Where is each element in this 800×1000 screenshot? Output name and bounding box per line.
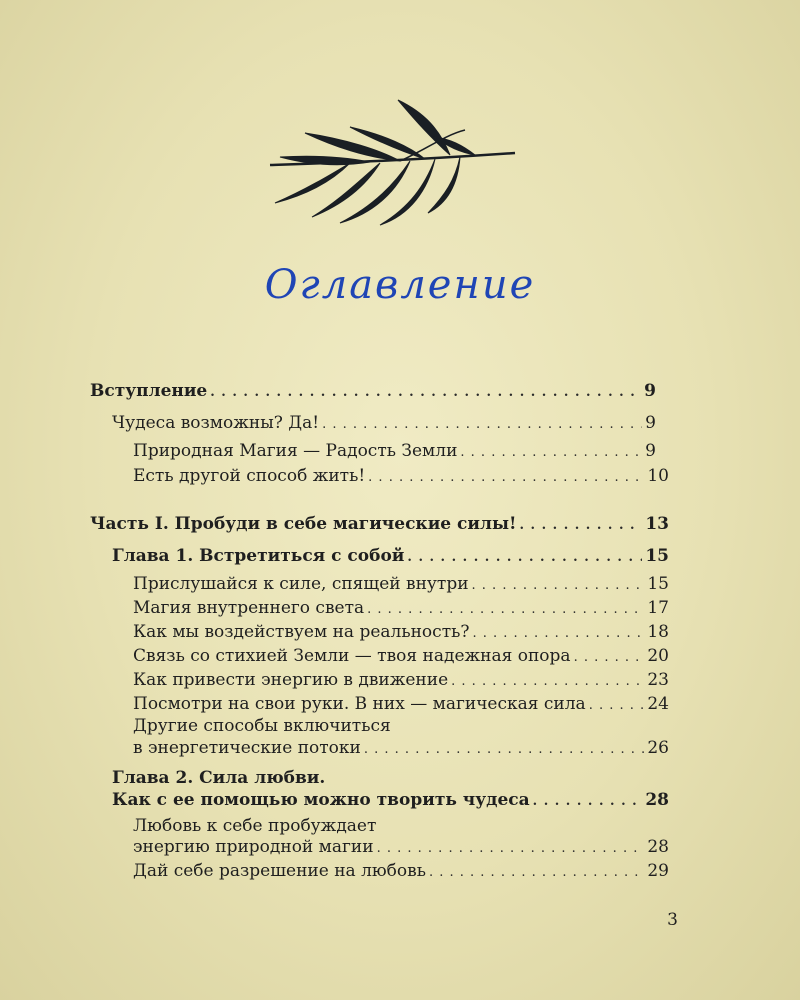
toc-entry-ch1-s5[interactable] xyxy=(133,667,669,693)
toc-entry-label: Природная Магия — Радость Земли xyxy=(133,441,458,461)
toc-entry-page: 13 xyxy=(645,514,669,534)
toc-entry-ch1-s1[interactable] xyxy=(133,571,669,597)
toc-entry-ch2-s1[interactable] xyxy=(133,834,669,860)
toc-entry-label: Есть другой способ жить! xyxy=(133,466,366,486)
toc-entry-part1[interactable] xyxy=(90,511,669,537)
toc-entry-label: в энергетические потоки xyxy=(133,738,361,758)
toc-entry-ch1-s2[interactable] xyxy=(133,595,669,621)
toc-entry-ch2-s2[interactable] xyxy=(133,858,669,884)
toc-entry-label: Как привести энергию в движение xyxy=(133,670,449,690)
leader-dots xyxy=(407,543,642,571)
willow-branch-icon xyxy=(250,95,525,235)
toc-entry-chapter-1[interactable] xyxy=(112,543,669,569)
toc-entry-intro-sub2[interactable] xyxy=(133,438,656,464)
toc-entry-intro[interactable] xyxy=(90,378,656,404)
page-title: Оглавление xyxy=(264,262,536,308)
toc-entry-label: Магия внутреннего света xyxy=(133,598,365,618)
toc-entry-label: Вступление xyxy=(90,381,208,401)
toc-entry-page: 28 xyxy=(645,790,669,810)
toc-entry-page: 18 xyxy=(647,622,669,642)
toc-entry-page: 9 xyxy=(645,441,656,461)
toc-entry-label: Чудеса возможны? Да! xyxy=(112,413,320,433)
toc-entry-ch1-s4[interactable] xyxy=(133,643,669,669)
toc-entry-page: 29 xyxy=(647,861,669,881)
leader-dots xyxy=(210,378,641,406)
toc-entry-page: 23 xyxy=(647,670,669,690)
toc-entry-label: Дай себе разрешение на любовь xyxy=(133,861,426,881)
toc-entry-page: 28 xyxy=(647,837,669,857)
toc-entry-page: 9 xyxy=(645,413,656,433)
toc-entry-page: 10 xyxy=(647,466,669,486)
toc-entry-page: 26 xyxy=(647,738,669,758)
leader-dots xyxy=(364,735,644,763)
toc-entry-page: 9 xyxy=(644,381,656,401)
toc-entry-chapter-2-line1[interactable]: Глава 2. Сила любви. xyxy=(112,768,326,788)
toc-entry-label: Прислушайся к силе, спящей внутри xyxy=(133,574,469,594)
toc-entry-label: Связь со стихией Земли — твоя надежная опора xyxy=(133,646,571,666)
leader-dots xyxy=(533,787,643,815)
toc-entry-label: Как с ее помощью можно творить чудеса xyxy=(112,790,530,810)
toc-entry-ch1-s7[interactable] xyxy=(133,735,669,761)
toc-entry-page: 24 xyxy=(647,694,669,714)
page-number: 3 xyxy=(667,910,678,930)
toc-entry-label: Глава 1. Встретиться с собой xyxy=(112,546,405,566)
toc-entry-page: 17 xyxy=(647,598,669,618)
leader-dots xyxy=(322,410,642,438)
toc-entry-intro-sub1[interactable] xyxy=(112,410,656,436)
leader-dots xyxy=(368,463,644,491)
toc-entry-ch1-s7-line1[interactable]: Другие способы включиться xyxy=(133,716,391,736)
leader-dots xyxy=(520,511,643,539)
leader-dots xyxy=(460,438,642,466)
toc-entry-page: 20 xyxy=(647,646,669,666)
toc-entry-label: энергию природной магии xyxy=(133,837,374,857)
toc-entry-ch2-s1-line1[interactable]: Любовь к себе пробуждает xyxy=(133,816,377,836)
toc-entry-intro-sub3[interactable] xyxy=(133,463,669,489)
leader-dots xyxy=(589,691,645,719)
toc-entry-page: 15 xyxy=(645,546,669,566)
toc-entry-label: Как мы воздействуем на реальность? xyxy=(133,622,470,642)
toc-entry-chapter-2[interactable] xyxy=(112,787,669,813)
toc-entry-page: 15 xyxy=(647,574,669,594)
toc-entry-label: Часть I. Пробуди в себе магические силы! xyxy=(90,514,517,534)
toc-entry-ch1-s3[interactable] xyxy=(133,619,669,645)
toc-entry-label: Посмотри на свои руки. В них — магическая сила xyxy=(133,694,586,714)
leader-dots xyxy=(429,858,644,886)
